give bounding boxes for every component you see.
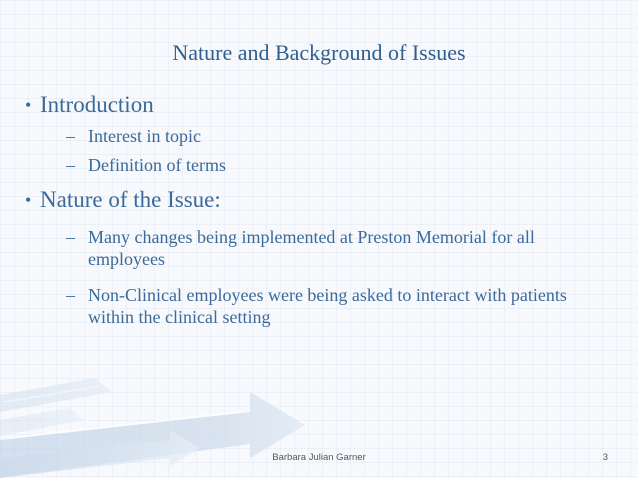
sub-bullet-changes [66, 226, 608, 270]
footer-author: Barbara Julian Garner [272, 452, 366, 463]
sub-bullet-label: Definition of terms [88, 155, 226, 175]
sub-bullet-interest [66, 125, 608, 147]
sub-bullet-label: Interest in topic [88, 126, 201, 146]
slide-title: Nature and Background of Issues [172, 40, 466, 65]
sub-bullet-label: Non-Clinical employees were being asked to interact with patients within the clinical setting [88, 285, 567, 327]
bullet-introduction [25, 91, 154, 119]
dash-icon: – [66, 126, 75, 146]
bullet-nature-of-issue [25, 186, 221, 214]
dash-icon: – [66, 227, 75, 247]
bullet-icon: • [25, 95, 32, 115]
dash-icon: – [66, 285, 75, 305]
sub-bullet-non-clinical [66, 284, 608, 328]
dash-icon: – [66, 155, 75, 175]
sub-bullet-definition [66, 154, 608, 176]
page-number: 3 [602, 452, 608, 463]
bullet-icon: • [25, 190, 32, 210]
sub-bullet-label: Many changes being implemented at Preston Memorial for all employees [88, 227, 535, 269]
bullet-label: Nature of the Issue: [40, 187, 221, 212]
bullet-label: Introduction [40, 92, 154, 117]
arrow-stripe-back [0, 378, 112, 412]
